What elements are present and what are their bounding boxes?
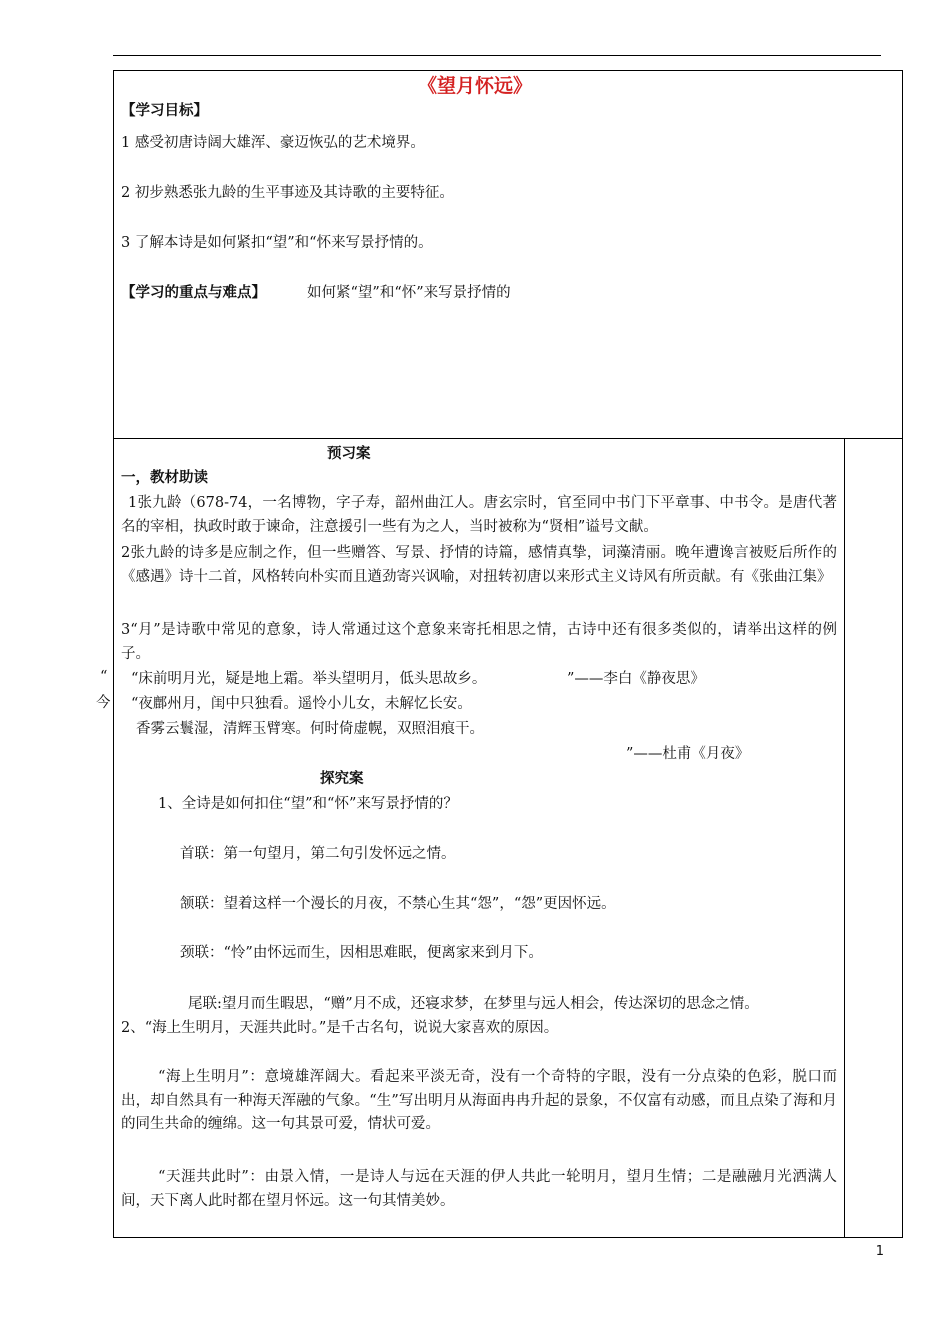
question-1: 1、全诗是如何扣住“望”和“怀”来写景抒情的？ (158, 796, 458, 812)
poem-2-line-1: “夜鄜州月，闺中只独看。遥怜小儿女，未解忆长安。 (131, 696, 472, 712)
objectives-heading: 【学习目标】 (121, 102, 208, 119)
objectives-box (113, 70, 903, 439)
answer-2-paragraph-1: “海上生明月”：意境雄浑阔大。看起来平淡无奇，没有一个奇特的字眼，没有一分点染的色彩，脱口而出，却自然具有一种海天浑融的气象。“生”写出明月从海面冉冉升起的景象，不仅富有动感，而且点染了海和月的同生共命的缠绵。这一句其景可爱，情状可爱。 (121, 1069, 837, 1132)
answer-1-fourth-couplet: 尾联:望月而生暇思，“赠”月不成，还寝求梦，在梦里与远人相会，传达深切的思念之情。 (188, 996, 759, 1012)
answer-1-third-couplet: 颈联：“怜”由怀远而生，因相思难眠，便离家来到月下。 (180, 945, 543, 961)
preview-paragraph-2: 2张九龄的诗多是应制之作，但一些赠答、写景、抒情的诗篇，感情真挚，词藻清丽。晚年遭谗言被贬后所作的《感遇》诗十二首，风格转向朴实而且遒劲寄兴讽喻，对扭转初唐以来形式主义诗风有所贡献。有《张曲江集》 (121, 545, 837, 585)
question-2: 2、“海上生明月，天涯共此时。”是千古名句，说说大家喜欢的原因。 (121, 1020, 559, 1036)
answer-2-paragraph-2: “天涯共此时”：由景入情，一是诗人与远在天涯的伊人共此一轮明月，望月生情；二是融融月光洒满人间，天下离人此时都在望月怀远。这一句其情美妙。 (121, 1169, 837, 1209)
key-points-text: 如何紧“望”和“怀”来写景抒情的 (307, 285, 511, 301)
preview-section-1: 一，教材助读 (121, 469, 208, 486)
objective-1: 1 感受初唐诗阔大雄浑、豪迈恢弘的艺术境界。 (121, 135, 425, 151)
side-column-divider (844, 438, 845, 1238)
preview-heading: 预习案 (327, 445, 371, 462)
page-number: 1 (875, 1244, 884, 1259)
header-rule (113, 55, 881, 56)
objective-3: 3 了解本诗是如何紧扣“望”和“怀来写景抒情的。 (121, 235, 433, 251)
poem-1-line: “床前明月光，疑是地上霜。举头望明月，低头思故乡。 (131, 671, 487, 687)
objective-2: 2 初步熟悉张九龄的生平事迹及其诗歌的主要特征。 (121, 185, 454, 201)
margin-quote-mark: “ (100, 669, 108, 685)
preview-paragraph-1: 1张九龄（678-74，一名博物，字子寿，韶州曲江人。唐玄宗时，官至同中书门下平章事、中书令。是唐代著名的宰相，执政时敢于谏命，注意援引一些有为之人，当时被称为“贤相”谥号文献。 (121, 495, 837, 535)
poem-2-line-2: 香雾云鬟湿，清辉玉臂寒。何时倚虚幌，双照泪痕干。 (136, 721, 484, 737)
explore-heading: 探究案 (320, 770, 364, 787)
page-title: 《望月怀远》 (417, 75, 532, 97)
preview-paragraph-3: 3“月”是诗歌中常见的意象，诗人常通过这个意象来寄托相思之情，古诗中还有很多类似的，请举出这样的例子。 (121, 622, 837, 662)
answer-1-first-couplet: 首联：第一句望月，第二句引发怀远之情。 (180, 846, 456, 862)
poem-2-attribution: ”——杜甫《月夜》 (626, 746, 750, 762)
poem-1-attribution: ”——李白《静夜思》 (567, 671, 705, 687)
key-points-heading: 【学习的重点与难点】 (121, 284, 266, 301)
answer-1-second-couplet: 颔联：望着这样一个漫长的月夜，不禁心生其“怨”，“怨”更因怀远。 (180, 896, 616, 912)
margin-character: 今 (96, 695, 111, 711)
